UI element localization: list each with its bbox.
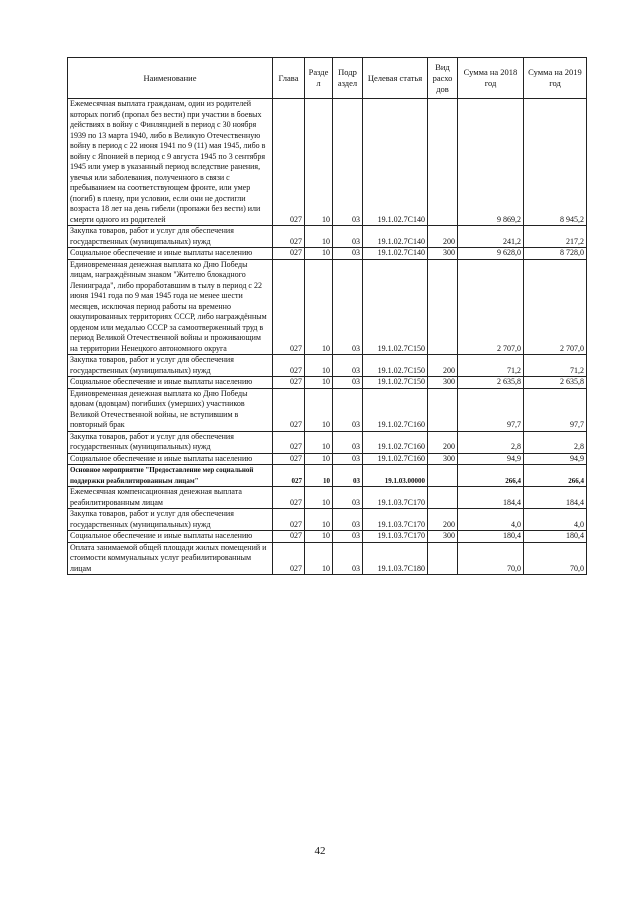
cell-razdel: 10: [305, 542, 333, 575]
cell-name: Закупка товаров, работ и услуг для обеспечения государственных (муниципальных) нужд: [68, 431, 273, 453]
table-row: [68, 465, 587, 487]
cell-name: Основное мероприятие "Предоставление мер социальной поддержки реабилитированным лицам": [68, 465, 273, 487]
col-header-sum2018: Сумма на 2018 год: [458, 58, 524, 99]
cell-razdel: 10: [305, 226, 333, 248]
cell-name: Ежемесячная компенсационная денежная выплата реабилитированным лицам: [68, 487, 273, 509]
cell-target: 19.1.02.7С140: [363, 248, 428, 260]
cell-podrazdel: 03: [333, 355, 363, 377]
table-row: [68, 226, 587, 248]
cell-glava: 027: [273, 226, 305, 248]
col-header-vid: Вид расхо дов: [428, 58, 458, 99]
table-row: [68, 259, 587, 355]
cell-sum2018: 70,0: [458, 542, 524, 575]
cell-sum2019: 184,4: [524, 487, 587, 509]
cell-razdel: 10: [305, 509, 333, 531]
cell-sum2018: 184,4: [458, 487, 524, 509]
cell-razdel: 10: [305, 248, 333, 260]
cell-vid: [428, 542, 458, 575]
cell-glava: 027: [273, 531, 305, 543]
cell-target: 19.1.03.7С170: [363, 531, 428, 543]
cell-name: Единовременная денежная выплата ко Дню Победы вдовам (вдовцам) погибших (умерших) участников Великой Отечественной войны, не вступившим в повторный брак: [68, 388, 273, 431]
table-row: [68, 542, 587, 575]
cell-sum2019: 2 707,0: [524, 259, 587, 355]
cell-sum2018: 2 635,8: [458, 377, 524, 389]
cell-name: Социальное обеспечение и иные выплаты населению: [68, 453, 273, 465]
cell-podrazdel: 03: [333, 259, 363, 355]
cell-sum2018: 241,2: [458, 226, 524, 248]
cell-sum2018: 9 628,0: [458, 248, 524, 260]
cell-glava: 027: [273, 355, 305, 377]
col-header-sum2019: Сумма на 2019 год: [524, 58, 587, 99]
cell-name: Ежемесячная выплата гражданам, один из родителей которых погиб (пропал без вести) при участии в боевых действиях в войну с Финляндией в период с 30 ноября 1939 по 13 марта 1940, либо в Великую Отечественную войну в период с 22 июня 1941 по 9 (11) мая 1945, либо в войну с Японией в период с 9 августа 1945 по 3 сентября 1945 или умер в указанный период вследствие ранения, увечья или заболевания, полученного в связи с пребыванием на соответствующем фронте, или умер (погиб) в плену, при условии, если они не достигли возраста 18 лет на день гибели (пропажи без вести) или смерти одного из родителей: [68, 99, 273, 226]
cell-podrazdel: 03: [333, 99, 363, 226]
cell-razdel: 10: [305, 355, 333, 377]
cell-vid: 300: [428, 453, 458, 465]
cell-podrazdel: 03: [333, 431, 363, 453]
cell-razdel: 10: [305, 388, 333, 431]
cell-sum2018: 180,4: [458, 531, 524, 543]
table-row: [68, 388, 587, 431]
cell-sum2019: 4,0: [524, 509, 587, 531]
cell-razdel: 10: [305, 453, 333, 465]
cell-sum2019: 2,8: [524, 431, 587, 453]
cell-podrazdel: 03: [333, 453, 363, 465]
cell-vid: [428, 487, 458, 509]
cell-glava: 027: [273, 431, 305, 453]
cell-vid: 300: [428, 531, 458, 543]
budget-table: [67, 57, 587, 575]
cell-sum2018: 2,8: [458, 431, 524, 453]
cell-podrazdel: 03: [333, 542, 363, 575]
table-row: [68, 509, 587, 531]
cell-razdel: 10: [305, 431, 333, 453]
cell-sum2019: 70,0: [524, 542, 587, 575]
cell-target: 19.1.02.7С160: [363, 388, 428, 431]
cell-target: 19.1.03.7С170: [363, 487, 428, 509]
cell-sum2018: 94,9: [458, 453, 524, 465]
cell-vid: 200: [428, 355, 458, 377]
cell-podrazdel: 03: [333, 465, 363, 487]
cell-target: 19.1.03.7С180: [363, 542, 428, 575]
cell-razdel: 10: [305, 259, 333, 355]
cell-target: 19.1.02.7С140: [363, 99, 428, 226]
col-header-razdel: Разде л: [305, 58, 333, 99]
cell-glava: 027: [273, 453, 305, 465]
cell-name: Единовременная денежная выплата ко Дню Победы лицам, награждённым знаком "Жителю блокадного Ленинграда", либо проработавшим в тылу в период с 22 июня 1941 года по 9 мая 1945 года не менее шести месяцев, исключая период работы на временно оккупированных территориях СССР, либо награждённым орденом или медалью СССР за самоотверженный труд в период Великой Отечественной войны и проживающим на территории Ненецкого автономного округа: [68, 259, 273, 355]
cell-name: Социальное обеспечение и иные выплаты населению: [68, 248, 273, 260]
cell-target: 19.1.02.7С150: [363, 377, 428, 389]
cell-vid: [428, 465, 458, 487]
cell-glava: 027: [273, 542, 305, 575]
cell-vid: 300: [428, 377, 458, 389]
cell-glava: 027: [273, 99, 305, 226]
cell-podrazdel: 03: [333, 377, 363, 389]
cell-target: 19.1.02.7С160: [363, 453, 428, 465]
cell-glava: 027: [273, 388, 305, 431]
cell-name: Социальное обеспечение и иные выплаты населению: [68, 531, 273, 543]
page-number: 42: [314, 845, 326, 857]
col-header-name: Наименование: [68, 58, 273, 99]
table-row: [68, 487, 587, 509]
cell-sum2018: 2 707,0: [458, 259, 524, 355]
table-row: [68, 531, 587, 543]
cell-podrazdel: 03: [333, 248, 363, 260]
cell-sum2019: 94,9: [524, 453, 587, 465]
cell-sum2018: 9 869,2: [458, 99, 524, 226]
cell-podrazdel: 03: [333, 487, 363, 509]
cell-sum2019: 8 728,0: [524, 248, 587, 260]
cell-razdel: 10: [305, 465, 333, 487]
header-row: [68, 58, 587, 99]
cell-podrazdel: 03: [333, 509, 363, 531]
cell-name: Закупка товаров, работ и услуг для обеспечения государственных (муниципальных) нужд: [68, 226, 273, 248]
cell-sum2019: 97,7: [524, 388, 587, 431]
table-body: [68, 99, 587, 575]
cell-podrazdel: 03: [333, 226, 363, 248]
cell-vid: 200: [428, 509, 458, 531]
cell-vid: [428, 388, 458, 431]
cell-vid: 300: [428, 248, 458, 260]
cell-sum2019: 2 635,8: [524, 377, 587, 389]
table-row: [68, 431, 587, 453]
cell-sum2019: 217,2: [524, 226, 587, 248]
table-row: [68, 355, 587, 377]
cell-sum2018: 4,0: [458, 509, 524, 531]
col-header-podrazdel: Подр аздел: [333, 58, 363, 99]
cell-vid: 200: [428, 226, 458, 248]
cell-sum2019: 266,4: [524, 465, 587, 487]
table-row: [68, 248, 587, 260]
cell-sum2018: 71,2: [458, 355, 524, 377]
cell-glava: 027: [273, 259, 305, 355]
cell-sum2019: 71,2: [524, 355, 587, 377]
col-header-target: Целевая статья: [363, 58, 428, 99]
cell-sum2018: 97,7: [458, 388, 524, 431]
cell-sum2019: 180,4: [524, 531, 587, 543]
cell-sum2018: 266,4: [458, 465, 524, 487]
cell-podrazdel: 03: [333, 531, 363, 543]
cell-target: 19.1.02.7С140: [363, 226, 428, 248]
cell-glava: 027: [273, 248, 305, 260]
cell-razdel: 10: [305, 531, 333, 543]
cell-razdel: 10: [305, 99, 333, 226]
cell-name: Закупка товаров, работ и услуг для обеспечения государственных (муниципальных) нужд: [68, 509, 273, 531]
cell-glava: 027: [273, 377, 305, 389]
cell-sum2019: 8 945,2: [524, 99, 587, 226]
cell-vid: 200: [428, 431, 458, 453]
cell-target: 19.1.02.7С160: [363, 431, 428, 453]
cell-name: Закупка товаров, работ и услуг для обеспечения государственных (муниципальных) нужд: [68, 355, 273, 377]
cell-glava: 027: [273, 465, 305, 487]
cell-razdel: 10: [305, 487, 333, 509]
table-row: [68, 377, 587, 389]
cell-target: 19.1.02.7С150: [363, 355, 428, 377]
cell-vid: [428, 99, 458, 226]
cell-target: 19.1.02.7С150: [363, 259, 428, 355]
cell-podrazdel: 03: [333, 388, 363, 431]
cell-name: Социальное обеспечение и иные выплаты населению: [68, 377, 273, 389]
cell-target: 19.1.03.7С170: [363, 509, 428, 531]
cell-glava: 027: [273, 509, 305, 531]
cell-name: Оплата занимаемой общей площади жилых помещений и стоимости коммунальных услуг реабилитированным лицам: [68, 542, 273, 575]
cell-glava: 027: [273, 487, 305, 509]
col-header-glava: Глава: [273, 58, 305, 99]
cell-razdel: 10: [305, 377, 333, 389]
table-row: [68, 453, 587, 465]
cell-vid: [428, 259, 458, 355]
table-header: [68, 58, 587, 99]
table-row: [68, 99, 587, 226]
cell-target: 19.1.03.00000: [363, 465, 428, 487]
